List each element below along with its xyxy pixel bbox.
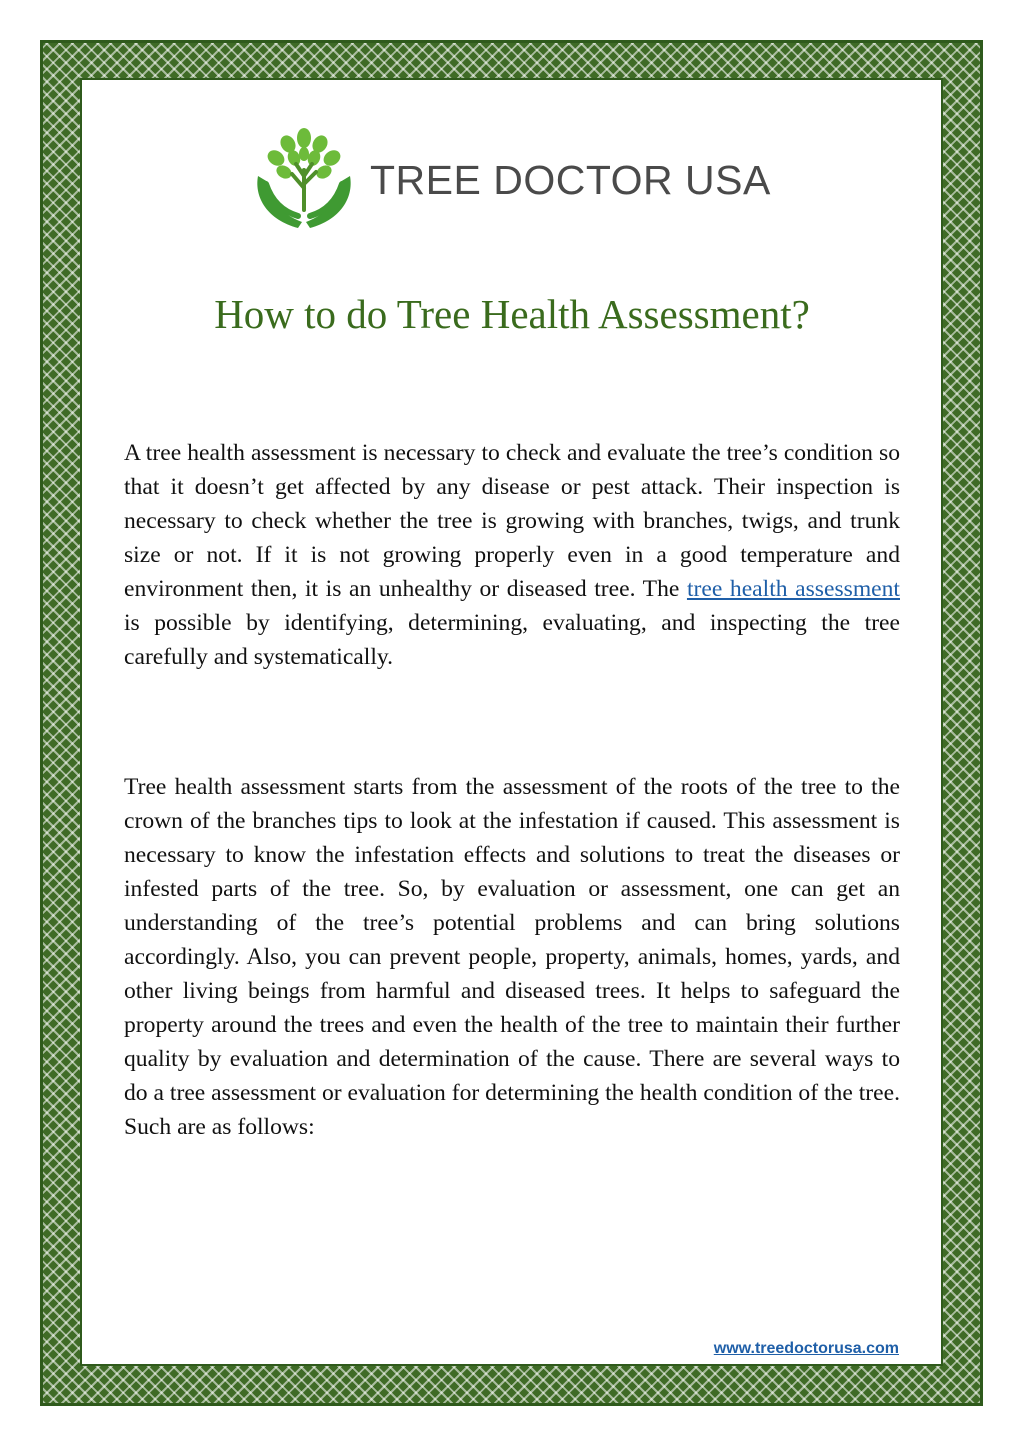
assessment-paragraph: Tree health assessment starts from the assessment of the roots of the tree to the crown of the branches tips to look at the infestation if caused. This assessment is necessary to know the infestation effects and solutions to treat the diseases or infested parts of the tree. So, by evaluation or assessment, one can get an understanding of the tree’s potential problems and can bring solutions accordingly. Also, you can prevent people, property, animals, homes, yards, and other living beings from harmful and diseased trees. It helps to safeguard the property around the trees and even the health of the tree to maintain their further quality by evaluation and determination of the cause. There are several ways to do a tree assessment or evaluation for determining the health condition of the tree. Such are as follows: — [124, 774, 900, 1140]
intro-text-before-link: A tree health assessment is necessary to check and evaluate the tree’s condition so that it doesn’t get affected by any disease or pest attack. Their inspection is necessary to check whether the tree is growing with branches, twigs, and trunk size or not. If it is not growing properly even in a good temperature and environment then, it is an unhealthy or diseased tree. The — [124, 440, 900, 602]
website-link[interactable]: www.treedoctorusa.com — [713, 1340, 899, 1357]
tree-doctor-logo — [248, 118, 778, 236]
page-title: How to do Tree Health Assessment? — [214, 291, 810, 337]
page-content-area — [80, 78, 943, 1366]
logo-wordmark: TREE DOCTOR USA — [370, 156, 771, 203]
tree-health-assessment-link[interactable]: tree health assessment — [686, 576, 900, 602]
intro-paragraph — [124, 436, 900, 674]
intro-text-after-link: is possible by identifying, determining, evaluating, and inspecting the tree carefully and systematically. — [124, 610, 900, 670]
tree-in-hands-icon — [248, 118, 360, 236]
